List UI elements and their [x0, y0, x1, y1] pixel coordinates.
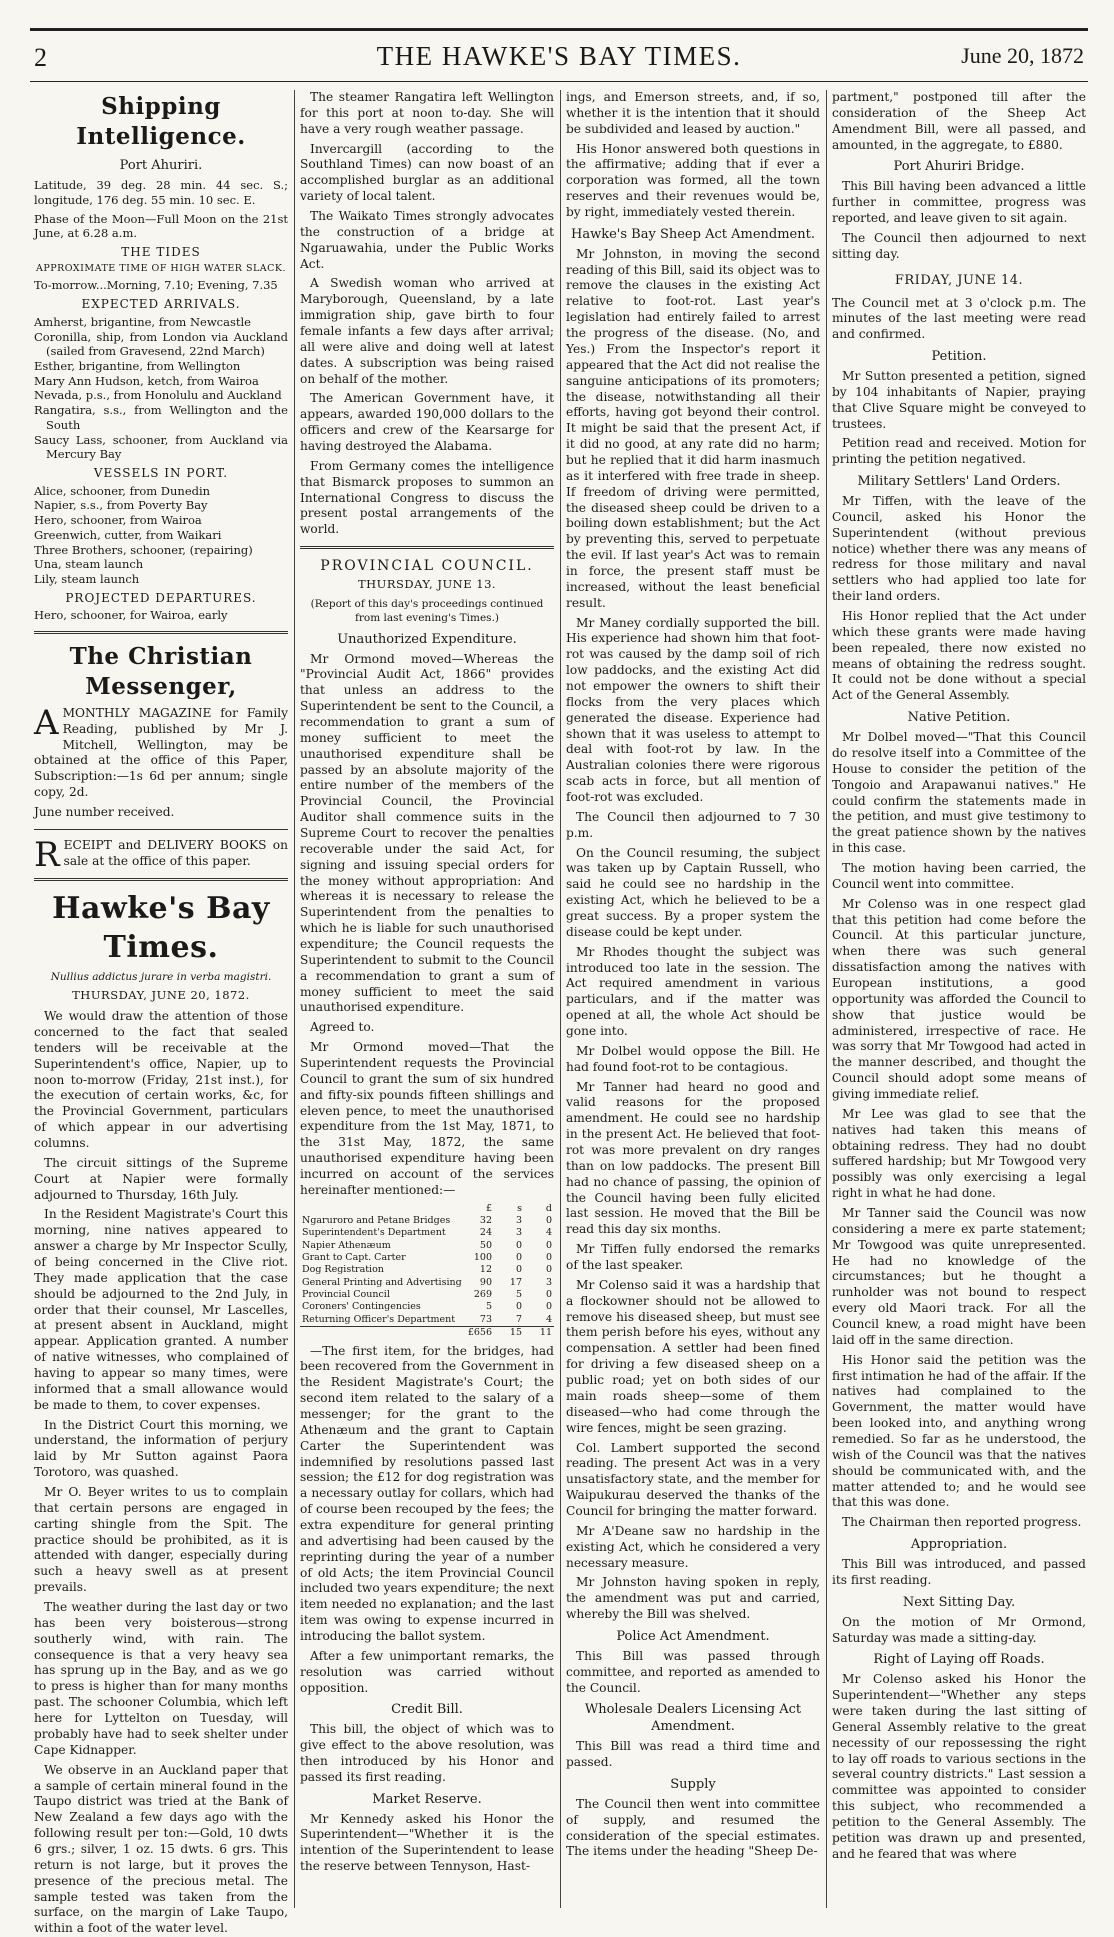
- news-paragraph: Mr O. Beyer writes to us to complain that certain persons are engaged in carting shingle from the Spit. The practice should be prohibited, as it is attended with danger, especially during such a heavy swell as at present prevails.: [34, 1485, 288, 1595]
- divider: [34, 631, 288, 634]
- news-paragraph: Mr Maney cordially supported the bill. His experience had shown him that foot-rot was caused by the damp soil of rich low paddocks, and the existing Act did not empower the owners to shift their flocks from the very places which generated the disease. Experience had shown that it was useless to attempt to deal with foot-rot by law. In the Australian colonies there were rigorous scab acts in force, but all mention of foot-rot was excluded.: [566, 615, 820, 804]
- table-header: s: [517, 1202, 522, 1214]
- list-item: Amherst, brigantine, from Newcastle: [34, 314, 251, 329]
- news-paragraph: Mr Colenso asked his Honor the Superintendent—"Whether any steps were taken during the last sitting of General Assembly relative to the great necessity of our repossessing the right to lay off roads to various sections in the several country districts." Last session a committee was appointed to consider this subject, who recommended a petition to the General Assembly. The petition was drawn up and presented, and he feared that was where: [832, 1672, 1086, 1861]
- section-heading: Petition.: [931, 349, 987, 365]
- news-paragraph: The Council met at 3 o'clock p.m. The minutes of the last meeting were read and confirmed.: [832, 295, 1086, 342]
- table-header: £: [485, 1202, 492, 1214]
- vessels-list: [34, 484, 288, 587]
- news-paragraph: This bill, the object of which was to give effect to the above resolution, was then introduced by his Honor and passed its first reading.: [300, 1722, 554, 1784]
- port-heading: Port Ahuriri.: [119, 157, 203, 173]
- news-paragraph: Mr Johnston having spoken in reply, the amendment was put and carried, whereby the Bill was shelved.: [566, 1575, 820, 1622]
- friday-heading: FRIDAY, JUNE 14.: [894, 272, 1024, 288]
- news-paragraph: The Waikato Times strongly advocates the construction of a bridge at Ngaruawahia, under the Public Works Act.: [300, 209, 554, 271]
- list-item: Nevada, p.s., from Honolulu and Auckland: [34, 388, 282, 403]
- section-heading: Right of Laying off Roads.: [873, 1652, 1045, 1668]
- list-item: Alice, schooner, from Dunedin: [34, 483, 211, 498]
- table-header-row: [300, 1203, 554, 1215]
- news-paragraph: Mr Dolbel moved—"That this Council do resolve itself into a Committee of the House to consider the petition of the Tongoio and Arapawanui natives." He could confirm the statements made in the petition, and must give testimony to the great patience shown by the natives in this case.: [832, 730, 1086, 856]
- table-row: Superintendent's Department 24 3 4: [302, 1227, 552, 1239]
- column-rule: [560, 90, 561, 1908]
- arrivals-heading: EXPECTED ARRIVALS.: [81, 297, 241, 312]
- column-2: [300, 90, 554, 1908]
- section-heading: Native Petition.: [907, 710, 1011, 726]
- list-item: Una, steam launch: [34, 557, 144, 572]
- table-row: Provincial Council 269 5 0: [302, 1289, 552, 1301]
- news-paragraph: In the District Court this morning, we understand, the information of perjury laid by Mr Sutton against Paora Torotoro, was quashed.: [34, 1417, 288, 1480]
- list-item: Three Brothers, schooner, (repairing): [34, 542, 253, 557]
- column-4: [832, 90, 1086, 1908]
- news-paragraph: The Council then went into committee of supply, and resumed the consideration of the special estimates. The items under the heading "Sheep De-: [566, 1796, 820, 1859]
- news-paragraph: On the motion of Mr Ormond, Saturday was made a sitting-day.: [832, 1614, 1086, 1645]
- news-paragraph: Mr Sutton presented a petition, signed by 104 inhabitants of Napier, praying that Clive Square might be conveyed to trustees.: [832, 368, 1086, 431]
- list-item: Saucy Lass, schooner, from Auckland via Mercury Bay: [34, 432, 288, 462]
- divider: [34, 878, 288, 881]
- news-paragraph: This Bill having been advanced a little further in committee, progress was reported, and leave given to sit again.: [832, 179, 1086, 226]
- section-heading: Credit Bill.: [391, 1702, 463, 1718]
- section-heading: Police Act Amendment.: [616, 1628, 770, 1644]
- table-row: Grant to Capt. Carter 100 0 0: [302, 1252, 552, 1264]
- news-paragraph: Mr Tiffen fully endorsed the remarks of the last speaker.: [566, 1242, 820, 1273]
- departures-list: [34, 608, 288, 623]
- latitude-text: Latitude, 39 deg. 28 min. 44 sec. S.; longitude, 176 deg. 55 min. 10 sec. E.: [34, 177, 288, 207]
- tides-times: To-morrow...Morning, 7.10; Evening, 7.35: [34, 278, 278, 293]
- news-paragraph: Mr Tiffen, with the leave of the Council, asked his Honor the Superintendent (without previous notice) whether there was any means of redress for those military and naval settlers who had applied too late for their land orders.: [832, 494, 1086, 604]
- news-paragraph: —The first item, for the bridges, had been recovered from the Government in the Resident Magistrate's Court; the second item related to the salary of a messenger; for the grant to the Athenæum and the grant to Captain Carter the Superintendent was indemnified by resolutions passed last session; the £12 for dog registration was a necessary outlay for collars, which had of course been recouped by the fees; the extra expenditure for general printing and advertising had been caused by the reprinting during the year of a number of old Acts; the item Provincial Council included two years expenditure; the next item needed no explanation; and the last item was owing to expense incurred in introducing the ballot system.: [300, 1343, 554, 1643]
- section-heading: Hawke's Bay Sheep Act Amendment.: [571, 226, 815, 242]
- news-paragraph: The circuit sittings of the Supreme Court at Napier were formally adjourned to Thursday, 16th July.: [34, 1155, 288, 1202]
- departures-heading: PROJECTED DEPARTURES.: [65, 590, 257, 605]
- section-heading: Supply: [670, 1776, 716, 1792]
- section-heading: Military Settlers' Land Orders.: [857, 474, 1061, 490]
- news-paragraph: Mr Kennedy asked his Honor the Superintendent—"Whether it is the intention of the Superintendent to lease the reserve between Tennyson, Hast-: [300, 1811, 554, 1874]
- news-paragraph: His Honor said the petition was the first intimation he had of the affair. If the natives had complained to the Government, the matter would have been looked into, and anything wrong remedied. So far as he understood, the wish of the Council was that the natives should be communicated with, and the matter attended to; and he would see that this was done.: [832, 1352, 1086, 1510]
- list-item: Greenwich, cutter, from Waikari: [34, 527, 222, 542]
- news-paragraph: Mr A'Deane saw no hardship in the existing Act, which he considered a very necessary measure.: [566, 1523, 820, 1570]
- shipping-heading: Shipping Intelligence.: [76, 93, 246, 150]
- issue-date: June 20, 1872: [961, 43, 1084, 68]
- news-paragraph: partment," postponed till after the consideration of the Sheep Act Amendment Bill, were all passed, and amounted, in the aggregate, to £880.: [832, 90, 1086, 152]
- paper-nameplate: Hawke's Bay Times.: [52, 890, 270, 965]
- news-paragraph: Invercargill (according to the Southland Times) can now boast of an accomplished burglar as an additional variety of local talent.: [300, 141, 554, 204]
- news-paragraph: His Honor replied that the Act under which these grants were made having been repealed, there now existed no means of obtaining the redress sought. It could not be done without a special Act of the General Assembly.: [832, 609, 1086, 703]
- receipt-advert: RECEIPT and DELIVERY BOOKS on sale at the office of this paper.: [34, 834, 288, 875]
- table-row: Returning Officer's Department 73 7 4: [302, 1313, 552, 1325]
- council-date: THURSDAY, JUNE 13.: [357, 577, 497, 592]
- news-paragraph: We would draw the attention of those concerned to the fact that sealed tenders will be receivable at the Superintendent's office, Napier, up to noon to-morrow (Friday, 21st inst.), for the execution of certain works, &c, for the Provincial Government, particulars of which appear in our advertising columns.: [34, 1009, 288, 1150]
- list-item: Mary Ann Hudson, ketch, from Wairoa: [34, 373, 259, 388]
- section-heading: Market Reserve.: [372, 1791, 482, 1807]
- news-paragraph: We observe in an Auckland paper that a sample of certain mineral found in the Taupo district was tried at the Bank of New Zealand a few days ago with the following result per ton:—Gold, 10 dwts 6 grs.; silver, 1 oz. 15 dwts. 6 grs. This return is not large, but it proves the presence of the precious metal. The sample tested was taken from the surface, on the margin of Lake Taupo, within a foot of the water level.: [34, 1762, 288, 1936]
- news-paragraph: A Swedish woman who arrived at Maryborough, Queensland, by a late immigration ship, gave birth to four female infants a few days after arrival; all were alive and doing well at latest dates. A subscription was being raised on behalf of the mother.: [300, 276, 554, 386]
- news-paragraph: Petition read and received. Motion for printing the petition negatived.: [832, 436, 1086, 467]
- list-item: Hero, schooner, for Wairoa, early: [34, 608, 228, 623]
- news-paragraph: Mr Tanner said the Council was now considering a mere ex parte statement; Mr Towgood was quite unrepresented. He had no knowledge of the circumstances; but he thought a runholder was not bound to respect every old Maori track. For all the Council knew, a road might have been laid off in the same direction.: [832, 1206, 1086, 1347]
- list-item: Lily, steam launch: [34, 571, 140, 586]
- table-row: Dog Registration 12 0 0: [302, 1264, 552, 1276]
- divider: [300, 546, 554, 549]
- section-heading: Next Sitting Day.: [902, 1594, 1016, 1610]
- table-row: Napier Athenæum 50 0 0: [302, 1239, 552, 1251]
- council-heading: PROVINCIAL COUNCIL.: [320, 558, 534, 575]
- news-paragraph: The motion having been carried, the Council went into committee.: [832, 860, 1086, 891]
- news-paragraph: Col. Lambert supported the second reading. The present Act was in a very unsatisfactory state, and the member for Waipukurau deserved the thanks of the Council for bringing the matter forward.: [566, 1440, 820, 1518]
- column-rule: [294, 90, 295, 1908]
- page-number: 2: [34, 43, 47, 72]
- tides-subheading: APPROXIMATE TIME OF HIGH WATER SLACK.: [35, 263, 287, 275]
- vessels-heading: VESSELS IN PORT.: [93, 466, 229, 481]
- list-item: Napier, s.s., from Poverty Bay: [34, 498, 208, 513]
- news-paragraph: Mr Johnston, in moving the second reading of this Bill, said its object was to remove the clauses in the existing Act relative to foot-rot. Last year's legislation had entirely failed to arrest the progress of the disease. (No, and Yes.) From the Inspector's report it appeared that the Act did not realise the sanguine anticipations of its promoters; the disease, notwithstanding all their efforts, having got beyond their control. It might be said that the present Act, if it did no good, at any rate did no harm; but he replied that it did harm inasmuch as it interfered with free trade in sheep. If freedom of driving were permitted, the diseased sheep could be driven to a boiling down establishment; but the Act by preventing this, served to perpetuate the evil. If last year's Act was to remain in force, the present staff must be increased, without the least beneficial result.: [566, 246, 820, 610]
- news-paragraph: The steamer Rangatira left Wellington for this port at noon to-day. She will have a very rough weather passage.: [300, 90, 554, 136]
- news-paragraph: Mr Colenso was in one respect glad that this petition had come before the Council. At this particular juncture, when there was such general dissatisfaction among the natives with European institutions, a good opportunity was afforded the Council to show that justice would be administered, irrespective of race. He was sorry that Mr Towgood had acted in the manner described, and thought the Council should adopt some means of giving immediate relief.: [832, 896, 1086, 1101]
- section-heading: Port Ahuriri Bridge.: [893, 159, 1025, 175]
- news-paragraph: This Bill was passed through committee, and reported as amended to the Council.: [566, 1648, 820, 1695]
- list-item: Esther, brigantine, from Wellington: [34, 359, 241, 374]
- column-rule: [826, 90, 827, 1908]
- section-heading: Appropriation.: [910, 1537, 1008, 1553]
- news-paragraph: The Council then adjourned to 7 30 p.m.: [566, 809, 820, 840]
- table-row: General Printing and Advertising 90 17 3: [302, 1276, 552, 1288]
- news-paragraph: Mr Rhodes thought the subject was introduced too late in the session. The Act required amendment in various particulars, and if the matter was opened at all, the whole Act should be gone into.: [566, 944, 820, 1039]
- list-item: Hero, schooner, from Wairoa: [34, 513, 202, 528]
- news-paragraph: The weather during the last day or two has been very boisterous—strong southerly wind, with rain. The consequence is that a very heavy sea has sprung up in the Bay, and as we go to press is higher than for many months past. The schooner Columbia, which left here for Lyttelton on Tuesday, will probably have had to seek shelter under Cape Kidnapper.: [34, 1600, 288, 1757]
- arrivals-list: [34, 315, 288, 462]
- list-item: Coronilla, ship, from London via Auckland (sailed from Gravesend, 22nd March): [34, 329, 288, 359]
- news-paragraph: The Chairman then reported progress.: [842, 1515, 1082, 1530]
- newspaper-title: THE HAWKE'S BAY TIMES.: [376, 41, 742, 71]
- news-paragraph: The Council then adjourned to next sitting day.: [832, 230, 1086, 261]
- list-item: Rangatira, s.s., from Wellington and the South: [34, 403, 288, 432]
- paper-motto: Nullius addictus jurare in verba magistri.: [50, 970, 272, 983]
- news-paragraph: Mr Colenso said it was a hardship that a flockowner should not be allowed to remove his diseased sheep, but must see them perish before his eyes, without any compensation. A settler had been fined for driving a few diseased sheep on a public road; yet on both sides of our main roads sheep—some of them diseased—who had come through the wire fences, might be seen grazing.: [566, 1277, 820, 1435]
- moon-phase-text: Phase of the Moon—Full Moon on the 21st June, at 6.28 a.m.: [34, 211, 288, 241]
- tides-heading: THE TIDES: [121, 245, 201, 260]
- news-paragraph: On the Council resuming, the subject was taken up by Captain Russell, who said he could see no hardship in the existing Act, which he believed to be a great success. By a proper system the disease could be kept under.: [566, 845, 820, 939]
- table-row: Coroners' Contingencies 5 0 0: [302, 1301, 552, 1313]
- news-paragraph: This Bill was read a third time and passed.: [566, 1739, 820, 1770]
- news-paragraph: Mr Ormond moved—Whereas the "Provincial Audit Act, 1866" provides that unless an address to the Superintendent be sent to the Council, a recommendation to grant a sum of money sufficient to meet the unauthorised expenditure shall be passed by an absolute majority of the entire number of the members of the Provincial Council, the Provincial Auditor shall commence suits in the Supreme Court to recover the penalties recoverable under the said Act, for signing and issuing special orders for the money without appropriation: And whereas it is necessary to release the Superintendent from the penalties to which he is liable for such unauthorised expenditure; the Council requests the Superintendent to submit to the Council a recommendation to grant a sum of money sufficient to meet the said unauthorised expenditure.: [300, 651, 554, 1015]
- messenger-heading: The Christian Messenger,: [69, 643, 253, 700]
- news-paragraph: Mr Lee was glad to see that the natives had taken this means of obtaining redress. They had no doubt suffered hardship; but Mr Towgood very possibly was only exercising a legal right in what he had done.: [832, 1106, 1086, 1201]
- table-total-row: £656 15 11: [300, 1327, 554, 1340]
- section-heading: Unauthorized Expenditure.: [337, 631, 517, 647]
- news-paragraph: Mr Dolbel would oppose the Bill. He had found foot-rot to be contagious.: [566, 1043, 820, 1074]
- news-paragraph: Agreed to.: [310, 1020, 375, 1035]
- news-paragraph: From Germany comes the intelligence that Bismarck proposes to summon an International Congress to discuss the present postal arrangements of the world.: [300, 458, 554, 537]
- news-paragraph: The American Government have, it appears, awarded 190,000 dollars to the officers and crew of the Kearsarge for having destroyed the Alabama.: [300, 391, 554, 454]
- news-paragraph: Mr Tanner had heard no good and valid reasons for the proposed amendment. He could see no hardship in the present Act. He believed that foot-rot was more prevalent on dry ranges than on low paddocks. The present Bill had no chance of passing, the opinion of the Council having been fully elicited last session. He moved that the Bill be read this day six months.: [566, 1079, 820, 1237]
- news-paragraph: Mr Ormond moved—That the Superintendent requests the Provincial Council to grant the sum of six hundred and fifty-six pounds fifteen shillings and eleven pence, to meet the unauthorised expenditure from the 1st May, 1871, to the 31st May, 1872, the same unauthorised expenditure having been incurred on account of the services hereinafter mentioned:—: [300, 1040, 554, 1197]
- news-paragraph: After a few unimportant remarks, the resolution was carried without opposition.: [300, 1648, 554, 1695]
- table-row: Ngaruroro and Petane Bridges 32 3 0: [302, 1215, 552, 1227]
- news-paragraph: In the Resident Magistrate's Court this morning, nine natives appeared to answer a charge by Mr Inspector Scully, of being concerned in the Clive riot. They made application that the case should be adjourned to the 2nd July, in order that their counsel, Mr Lascelles, at present absent in Auckland, might appear. Application granted. A number of native witnesses, who complained of having to appear so many times, were informed that a small allowance would be made to them, to cover expenses.: [34, 1207, 288, 1412]
- council-note: (Report of this day's proceedings continued from last evening's Times.): [310, 598, 544, 624]
- expenditure-table: [300, 1203, 554, 1340]
- table-header: d: [545, 1202, 552, 1214]
- editorial-dateline: THURSDAY, JUNE 20, 1872.: [72, 988, 250, 1003]
- column-3: [566, 90, 820, 1908]
- divider: [34, 829, 288, 830]
- news-paragraph: This Bill was introduced, and passed its first reading.: [832, 1557, 1086, 1587]
- column-1: [34, 90, 288, 1936]
- news-paragraph: His Honor answered both questions in the affirmative; adding that if ever a corporation was formed, all the town reserves and their revenues would be, by right, immediately vested therein.: [566, 141, 820, 220]
- messenger-advert: AMONTHLY MAGAZINE for Family Reading, published by Mr J. Mitchell, Wellington, may be obtained at the office of this Paper, Subscription:—1s 6d per annum; single copy, 2d.: [34, 702, 288, 800]
- masthead: [30, 28, 1088, 82]
- messenger-note: June number received.: [34, 804, 175, 819]
- news-paragraph: ings, and Emerson streets, and, if so, whether it is the intention that it should be subdivided and leased by auction.": [566, 90, 820, 136]
- section-heading: Wholesale Dealers Licensing Act Amendment.: [584, 1702, 802, 1735]
